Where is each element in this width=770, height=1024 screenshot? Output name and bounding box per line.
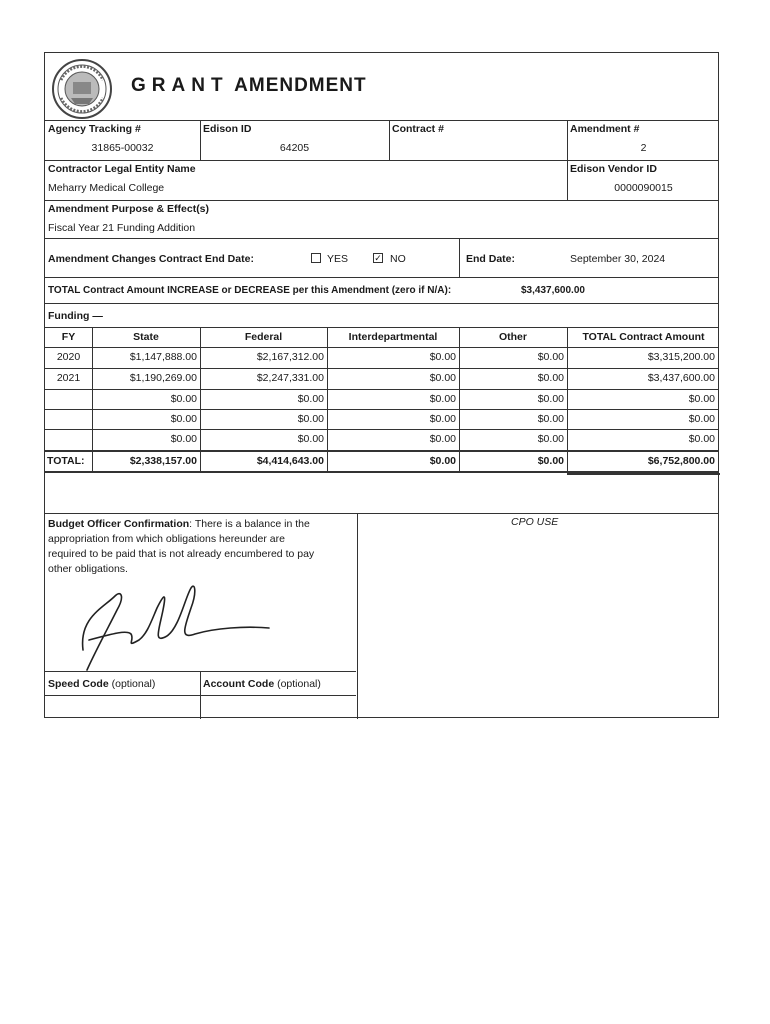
contract-number-label: Contract # <box>392 123 444 135</box>
table-cell: $1,147,888.00 <box>129 351 197 363</box>
speed-code-title: Speed Code <box>48 678 109 690</box>
purpose-label: Amendment Purpose & Effect(s) <box>48 203 210 215</box>
budget-confirmation-line3: required to be paid that is not already encumbered to pay <box>48 548 315 560</box>
budget-confirmation-line4: other obligations. <box>48 563 128 575</box>
divider <box>45 368 718 369</box>
edison-id-label: Edison ID <box>203 123 252 135</box>
divider <box>45 120 718 121</box>
table-cell: $0.00 <box>537 433 564 445</box>
amendment-number-label: Amendment # <box>570 123 640 135</box>
table-cell: $3,315,200.00 <box>647 351 715 363</box>
table-cell: $0.00 <box>297 433 324 445</box>
divider <box>45 450 718 452</box>
table-cell: $0.00 <box>537 393 564 405</box>
budget-confirmation-line1 <box>48 518 310 530</box>
divider <box>45 277 718 278</box>
table-cell: $0.00 <box>429 372 456 384</box>
account-code-label <box>203 678 321 690</box>
table-cell: $2,338,157.00 <box>129 455 197 467</box>
table-cell: $0.00 <box>429 351 456 363</box>
table-cell: $0.00 <box>537 413 564 425</box>
table-cell: TOTAL: <box>47 455 85 467</box>
page-title <box>131 75 367 97</box>
purpose-value: Fiscal Year 21 Funding Addition <box>48 222 196 234</box>
divider <box>45 513 718 514</box>
state-seal-icon <box>51 58 113 120</box>
agency-tracking-value: 31865-00032 <box>91 142 154 154</box>
yes-label: YES <box>327 253 349 265</box>
contractor-name-label: Contractor Legal Entity Name <box>48 163 196 175</box>
table-cell: $0.00 <box>297 393 324 405</box>
total-change-value: $3,437,600.00 <box>521 285 585 296</box>
table-cell: $0.00 <box>537 455 564 467</box>
divider <box>45 429 718 430</box>
amendment-number-value: 2 <box>640 142 647 154</box>
table-cell: $6,752,800.00 <box>647 455 715 467</box>
table-cell: $0.00 <box>537 372 564 384</box>
no-label: NO <box>390 253 406 265</box>
divider <box>45 327 718 328</box>
account-code-field[interactable] <box>201 696 357 718</box>
table-cell: $0.00 <box>297 413 324 425</box>
table-cell: $0.00 <box>170 413 197 425</box>
table-cell: $1,190,269.00 <box>129 372 197 384</box>
budget-confirmation-label: Budget Officer Confirmation <box>48 518 190 530</box>
divider <box>45 200 718 201</box>
table-cell: $2,247,331.00 <box>256 372 324 384</box>
grant-amendment-form <box>44 52 719 718</box>
no-checkbox[interactable]: ✓ <box>374 253 382 263</box>
table-cell: $0.00 <box>429 413 456 425</box>
funding-label: Funding — <box>48 310 103 322</box>
vendor-id-label: Edison Vendor ID <box>570 163 657 175</box>
table-cell: $0.00 <box>429 433 456 445</box>
title-amendment: AMENDMENT <box>234 75 367 96</box>
table-cell: $0.00 <box>688 433 715 445</box>
table-cell: $0.00 <box>170 433 197 445</box>
account-code-title: Account Code <box>203 678 275 690</box>
divider <box>357 513 358 719</box>
table-cell: $0.00 <box>429 393 456 405</box>
cpo-use-label: CPO USE <box>511 516 559 528</box>
table-header: Interdepartmental <box>348 331 438 343</box>
title-grant: GRANT <box>131 75 229 96</box>
table-header: Other <box>498 331 527 343</box>
speed-code-field[interactable] <box>45 696 200 718</box>
table-cell: $3,437,600.00 <box>647 372 715 384</box>
table-cell: $4,414,643.00 <box>256 455 324 467</box>
divider <box>45 303 718 304</box>
speed-code-optional: (optional) <box>111 678 156 690</box>
divider <box>45 347 718 348</box>
total-change-label: TOTAL Contract Amount INCREASE or DECREASE per this Amendment (zero if N/A): <box>48 285 452 296</box>
account-code-optional: (optional) <box>277 678 321 690</box>
end-date-label: End Date: <box>466 253 516 265</box>
table-header: TOTAL Contract Amount <box>582 331 705 343</box>
agency-tracking-label: Agency Tracking # <box>48 123 141 135</box>
vendor-id-value: 0000090015 <box>614 182 673 194</box>
end-date-value: September 30, 2024 <box>570 253 666 265</box>
divider <box>45 409 718 410</box>
table-cell: $0.00 <box>537 351 564 363</box>
divider <box>200 120 201 160</box>
divider <box>389 120 390 160</box>
divider <box>45 160 718 161</box>
divider <box>45 389 718 390</box>
budget-text: : There is a balance in the <box>189 518 310 530</box>
table-cell: 2021 <box>56 372 81 384</box>
table-header: Federal <box>244 331 283 343</box>
table-cell: $0.00 <box>688 413 715 425</box>
table-cell: $0.00 <box>688 393 715 405</box>
signature-image <box>55 578 285 673</box>
table-cell: 2020 <box>56 351 81 363</box>
divider <box>45 238 718 239</box>
budget-confirmation-line2: appropriation from which obligations hereunder are <box>48 533 285 545</box>
yes-checkbox[interactable] <box>311 253 321 263</box>
table-header: FY <box>61 331 76 343</box>
divider <box>567 473 720 475</box>
end-date-change-label: Amendment Changes Contract End Date: <box>48 253 254 265</box>
table-cell: $2,167,312.00 <box>256 351 324 363</box>
table-cell: $0.00 <box>429 455 456 467</box>
table-cell: $0.00 <box>170 393 197 405</box>
table-header: State <box>133 331 159 343</box>
divider <box>459 238 460 277</box>
speed-code-label <box>48 678 155 690</box>
contractor-name-value: Meharry Medical College <box>48 182 165 194</box>
edison-id-value: 64205 <box>279 142 310 154</box>
